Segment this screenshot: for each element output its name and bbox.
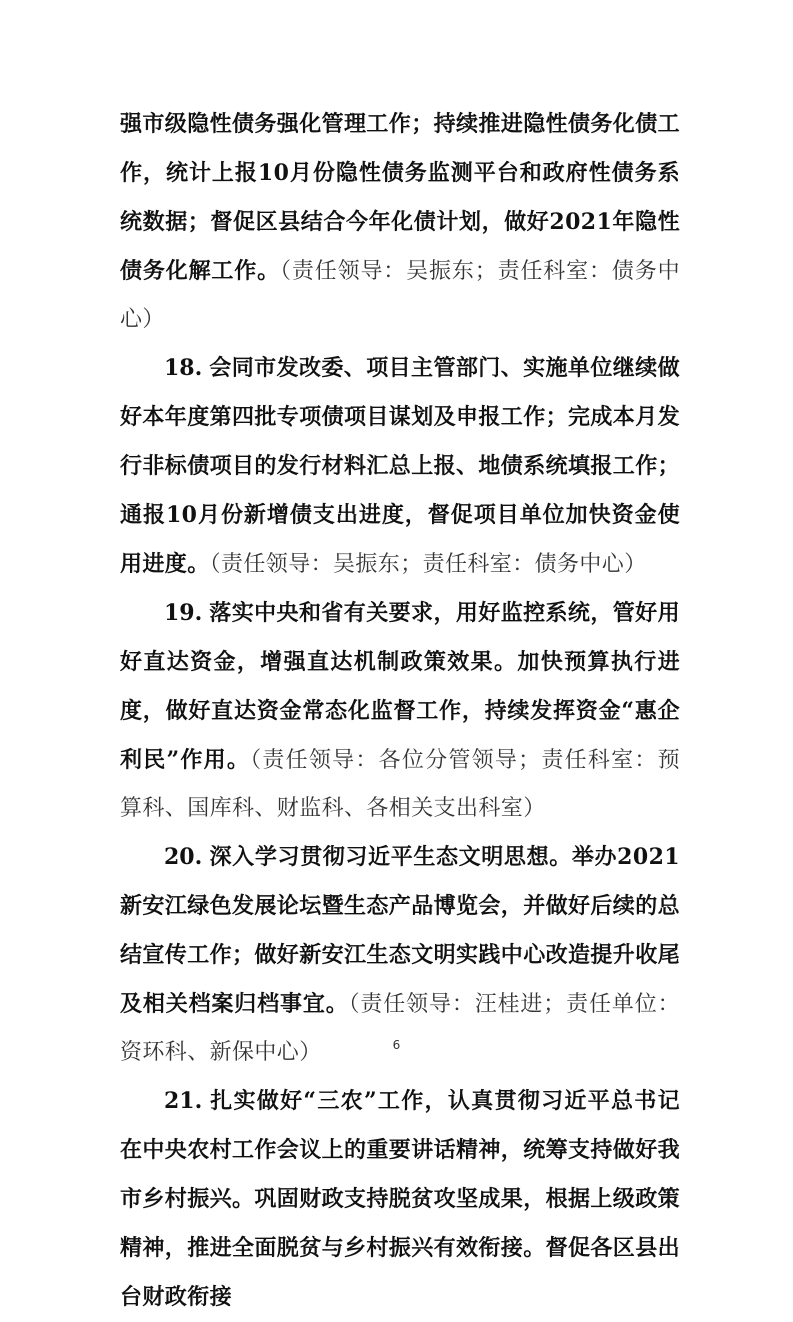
paragraph-body: 落实中央和省有关要求，用好监控系统，管好用好直达资金，增强直达机制政策效果。加快预算执行进度，做好直达资金常态化监督工作，持续发挥资金“惠企利民”作用。 xyxy=(120,600,680,773)
item-number: 21. xyxy=(164,1088,203,1114)
paragraph-body: 会同市发改委、项目主管部门、实施单位继续做好本年度第四批专项债项目谋划及申报工作；完成本月发行非标债项目的发行材料汇总上报、地债系统填报工作；通报10月份新增债支出进度，督促项目单位加快资金使用进度。 xyxy=(120,355,681,577)
paragraph-body: 深入学习贯彻习近平生态文明思想。举办2021新安江绿色发展论坛暨生态产品博览会，并做好后续的总结宣传工作；做好新安江生态文明实践中心改造提升收尾及相关档案归档事宜。 xyxy=(120,844,681,1017)
responsibility-note: （责任领导：吴振东；责任科室：债务中心） xyxy=(209,552,647,577)
responsibility-note: （责任领导：吴振东；责任科室：债务中心） xyxy=(120,259,680,332)
paragraph-body: 强市级隐性债务强化管理工作；持续推进隐性债务化债工作，统计上报10月份隐性债务监测平台和政府性债务系统数据；督促区县结合今年化债计划，做好2021年隐性债务化解工作。 xyxy=(120,111,681,284)
responsibility-note: （责任领导：各位分管领导；责任科室：预算科、国库科、财监科、各相关支出科室） xyxy=(120,748,680,821)
paragraph-item-19 xyxy=(120,589,680,833)
paragraph-continued xyxy=(120,100,680,344)
paragraph-item-18 xyxy=(120,344,680,589)
document-body xyxy=(120,100,680,1322)
responsibility-note: （责任领导：汪桂进；责任单位：资环科、新保中心） xyxy=(120,992,680,1065)
item-number: 18. xyxy=(164,355,203,381)
paragraph-item-21 xyxy=(120,1077,680,1322)
item-number: 20. xyxy=(164,844,203,870)
item-number: 19. xyxy=(164,600,203,626)
paragraph-body: 扎实做好“三农”工作，认真贯彻习近平总书记在中央农村工作会议上的重要讲话精神，统筹支持做好我市乡村振兴。巩固财政支持脱贫攻坚成果，根据上级政策精神，推进全面脱贫与乡村振兴有效衔接。督促各区县出台财政衔接 xyxy=(120,1088,681,1310)
page-number: 6 xyxy=(392,1038,401,1052)
